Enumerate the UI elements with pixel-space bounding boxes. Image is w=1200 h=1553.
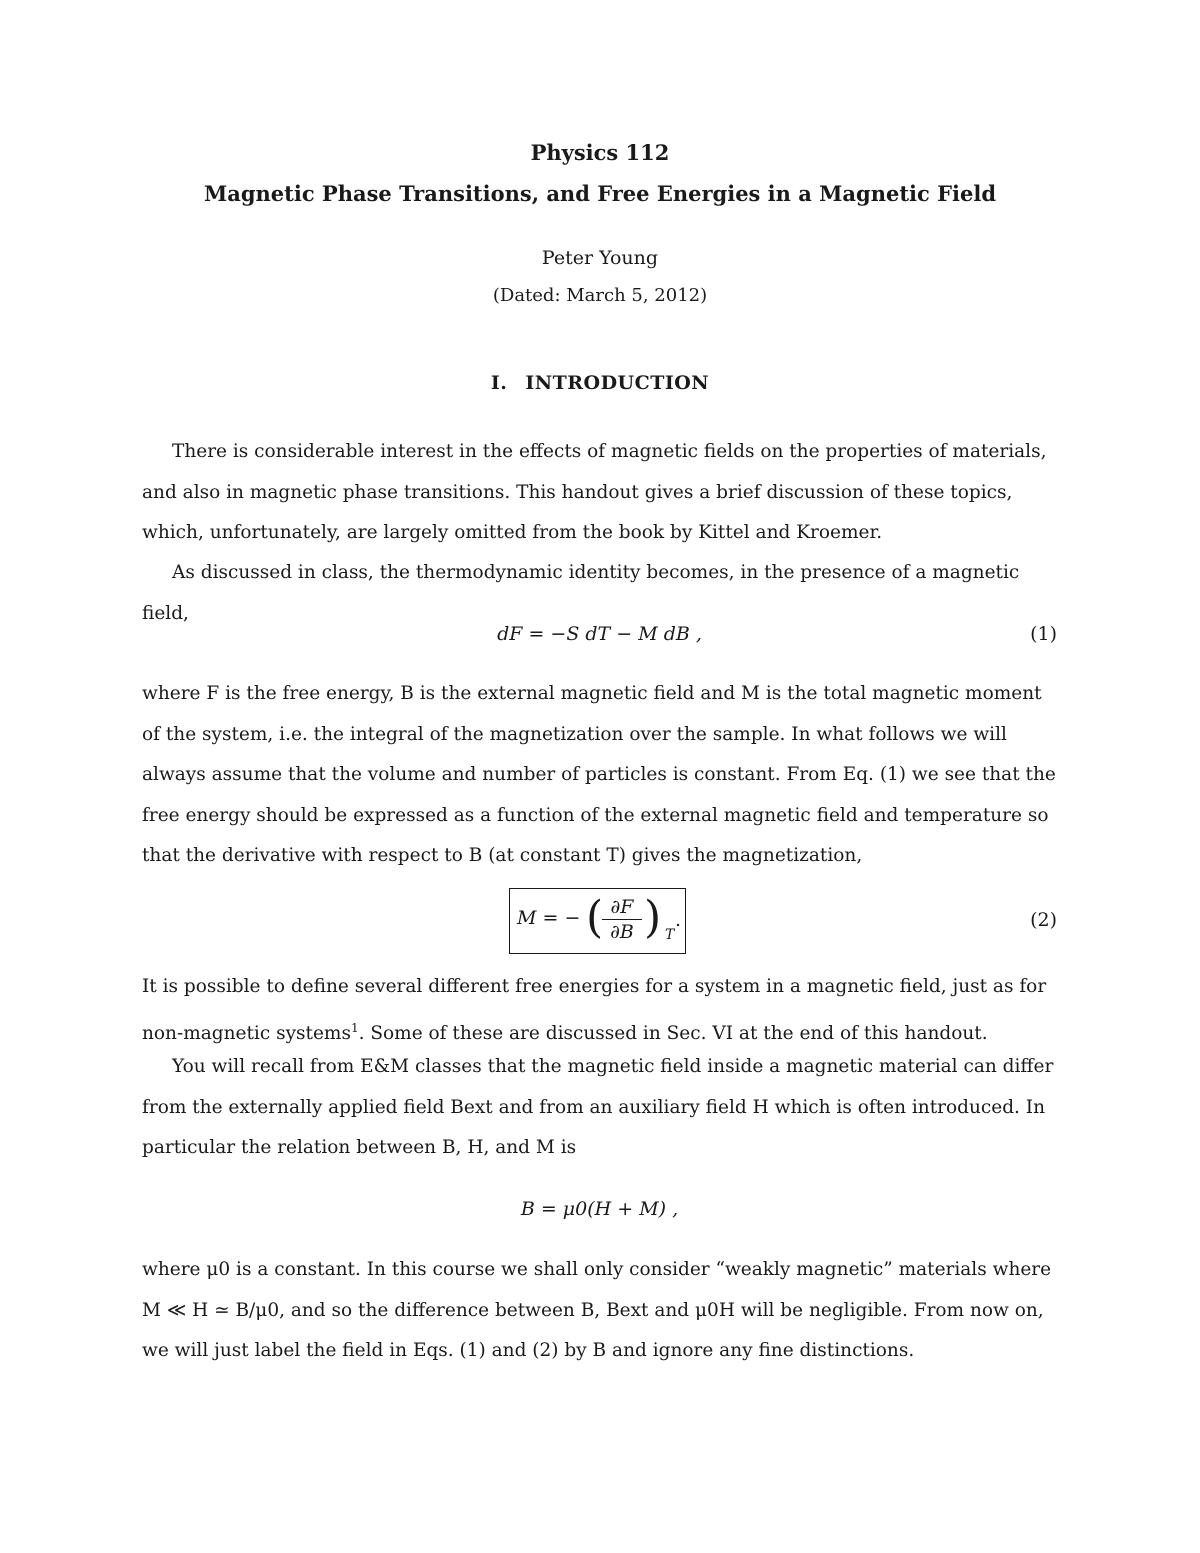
date-line: (Dated: March 5, 2012) (492, 285, 708, 306)
equation-1 (142, 615, 1057, 655)
paragraph-weakly-magnetic: where μ0 is a constant. In this course we shall only consider “weakly magnetic” materials where M ≪ H ≃ B/μ0, and so the difference between B, Bext and μ0H will be negligible. From now on, we will just label the field in Eqs. (1) and (2) by B and ignore any fine distinctions. (142, 1259, 1052, 1361)
equation-1-number: (1) (1030, 623, 1057, 645)
section-number: I. (490, 372, 508, 394)
right-paren: ) (644, 892, 662, 943)
section-title: INTRODUCTION (525, 372, 710, 394)
paragraph-intro: There is considerable interest in the effects of magnetic fields on the properties of materials, and also in magnetic phase transitions. This handout gives a brief discussion of these topics, which, unfortunately, are largely omitted from the book by Kittel and Kroemer. (142, 441, 1047, 543)
paragraph-free-energies (142, 967, 1057, 1054)
equation-1-body: dF = −S dT − M dB , (497, 623, 702, 645)
left-paren: ( (586, 892, 604, 943)
footnote-marker: 1 (350, 1020, 359, 1035)
derivative-subscript: T (665, 927, 675, 943)
paragraph-free-energies-a: It is possible to define several different free energies for a system in a magnetic field, just as for non-magnetic systems (142, 976, 1047, 1044)
equation-2-number: (2) (1030, 909, 1057, 931)
equation-2-period: . (675, 909, 682, 931)
equation-3-body: B = μ0(H + M) , (520, 1198, 679, 1220)
equation-3 (142, 1190, 1057, 1230)
partial-derivative (602, 896, 642, 943)
author: Peter Young (541, 247, 659, 269)
derivative-denominator: ∂B (610, 921, 634, 943)
equation-2-lhs: M = − (517, 907, 581, 929)
course-title: Physics 112 (530, 140, 670, 165)
paragraph-em: You will recall from E&M classes that the magnetic field inside a magnetic material can differ from the externally applied field Bext and from an auxiliary field H which is often introduced. In particular the relation between B, H, and M is (142, 1056, 1054, 1158)
paragraph-free-energy: where F is the free energy, B is the external magnetic field and M is the total magnetic moment of the system, i.e. the integral of the magnetization over the sample. In what follows we will always assume that the volume and number of particles is constant. From Eq. (1) we see that the free energy should be expressed as a function of the external magnetic field and temperature so that the derivative with respect to B (at constant T) gives the magnetization, (142, 683, 1056, 866)
document-title: Magnetic Phase Transitions, and Free Energies in a Magnetic Field (203, 181, 997, 206)
section-heading (0, 372, 1200, 394)
paragraph-identity: As discussed in class, the thermodynamic identity becomes, in the presence of a magnetic field, (142, 562, 1020, 624)
derivative-numerator: ∂F (602, 896, 642, 920)
equation-2-box (509, 888, 686, 954)
paragraph-free-energies-b: . Some of these are discussed in Sec. VI at the end of this handout. (358, 1022, 988, 1044)
